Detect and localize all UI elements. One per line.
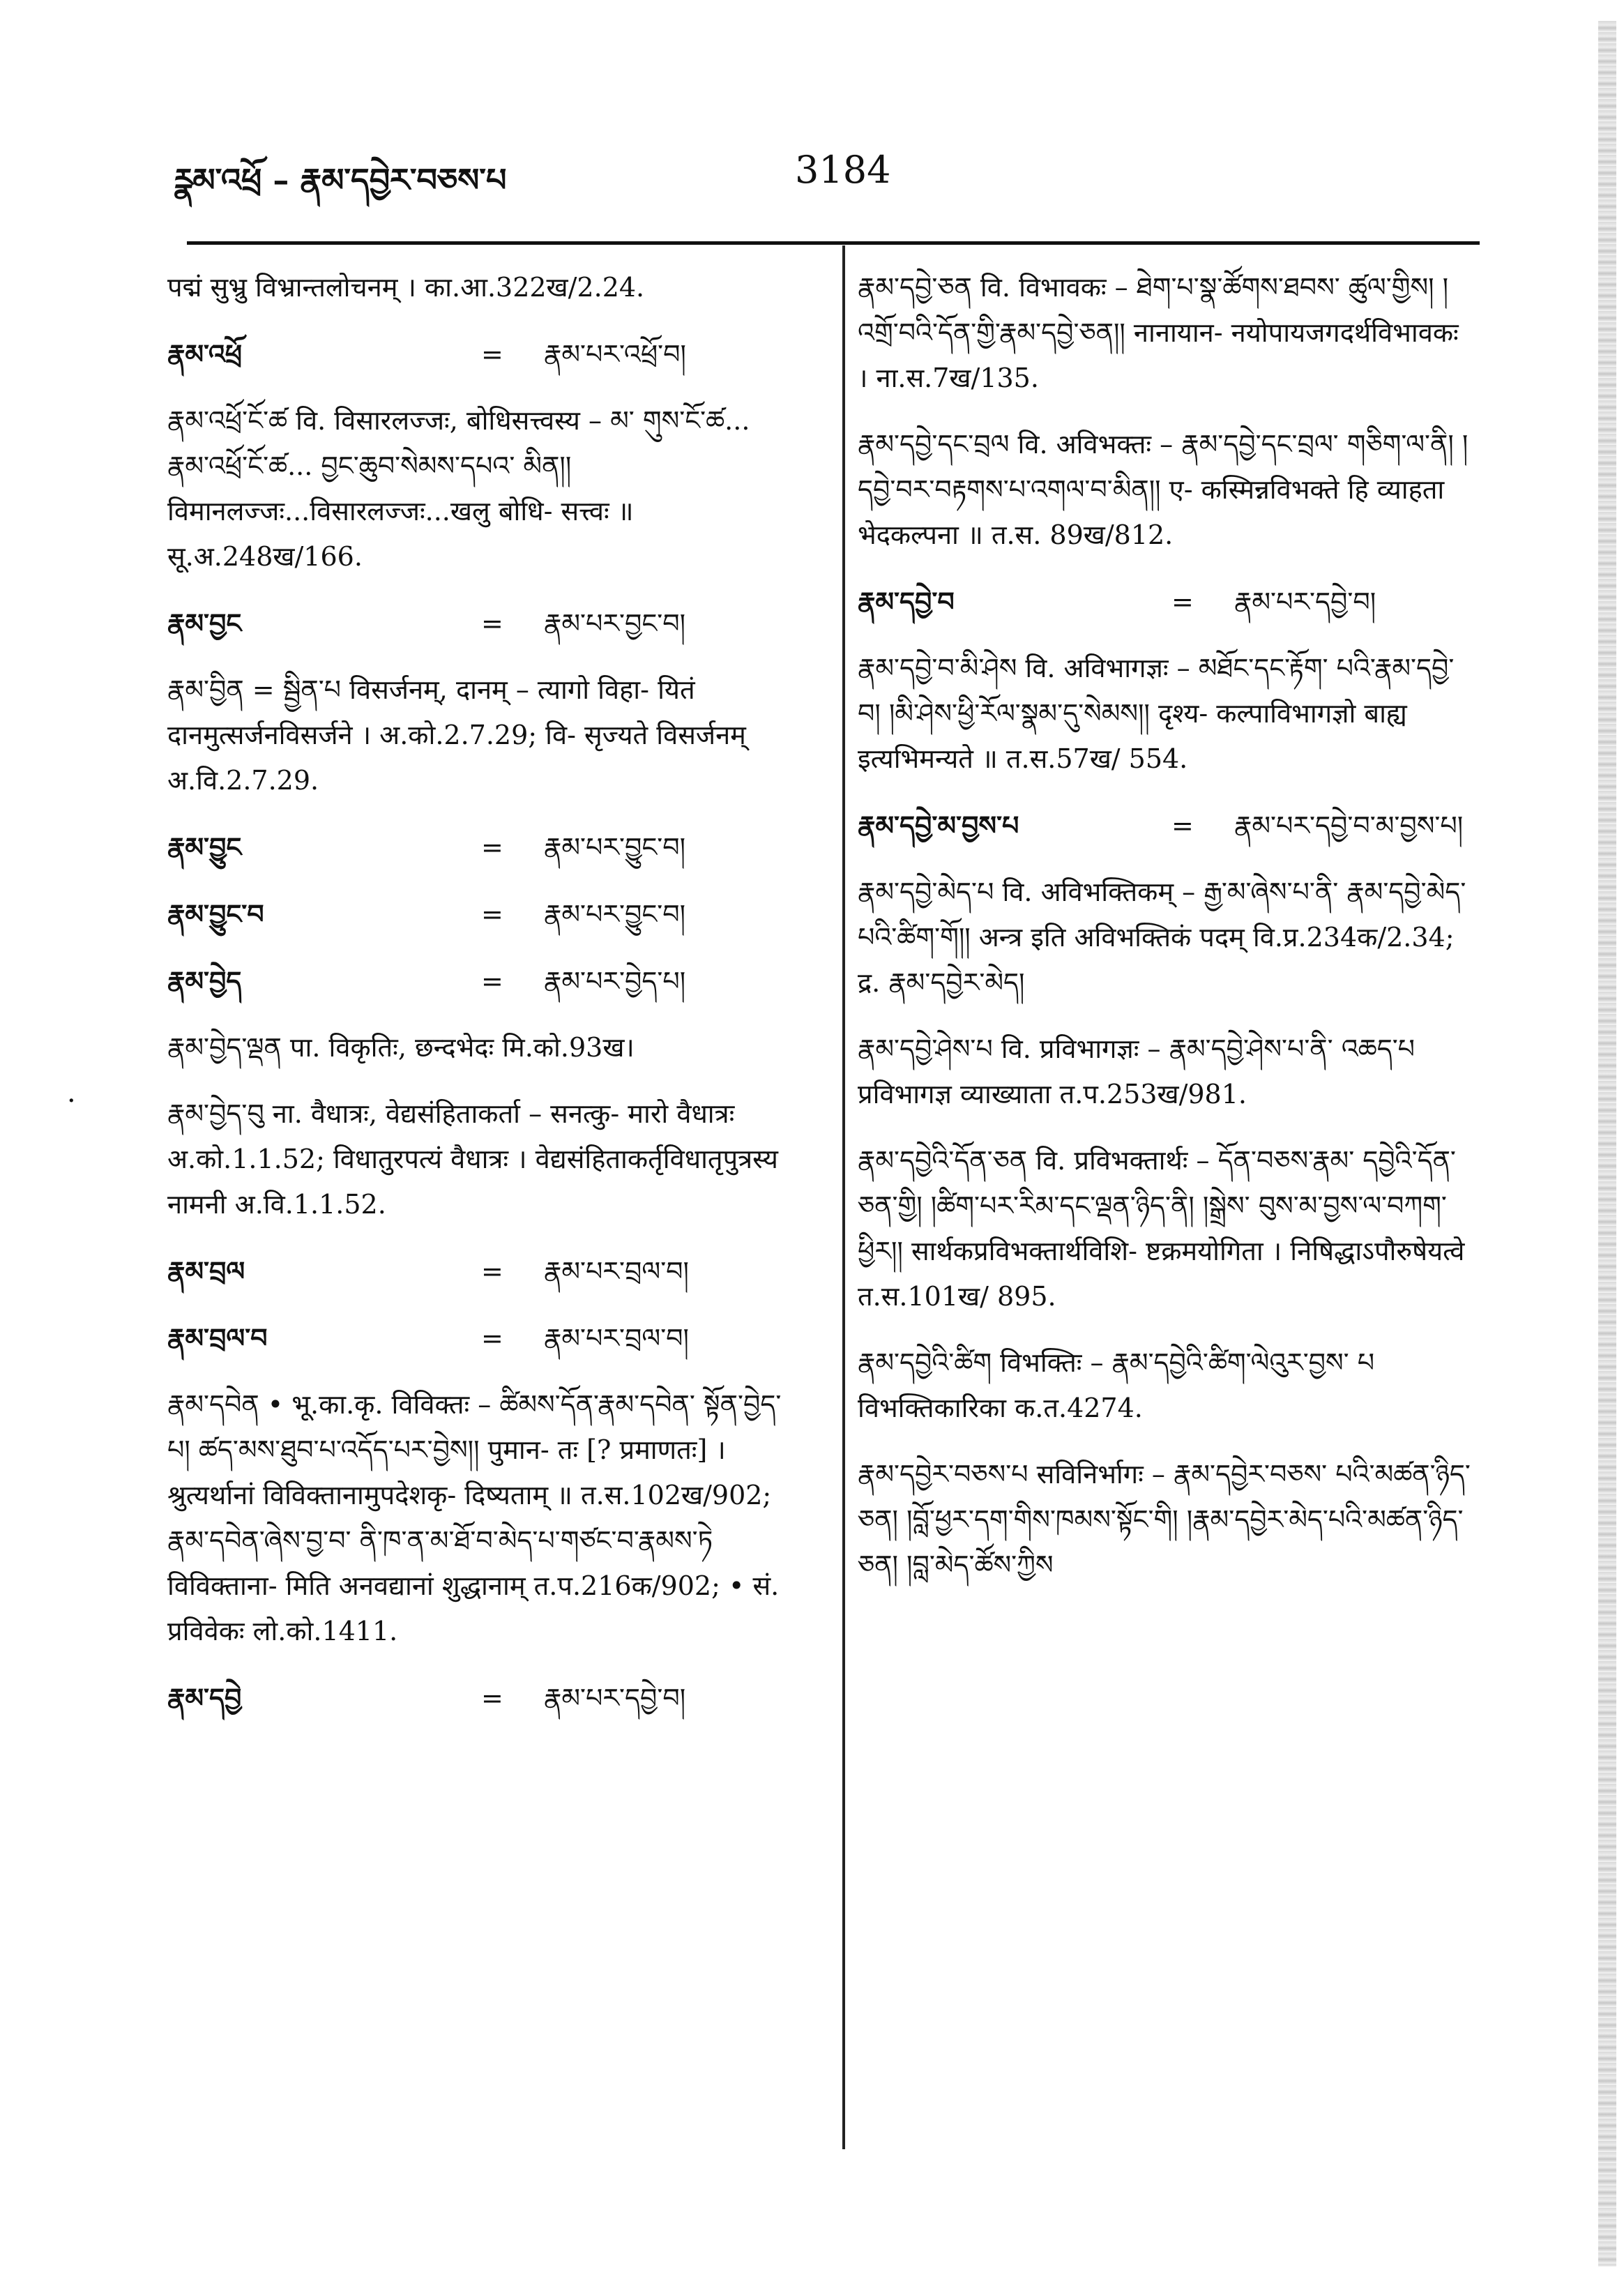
equals-sign: =: [1171, 810, 1194, 841]
headword: རྣམ་དབྱེ: [167, 1682, 242, 1713]
headword: རྣམ་དབྱེ་མ་བྱས་པ: [858, 810, 1019, 841]
right-entry-0: རྣམ་དབྱེ་ཅན वि. विभावकः – ཐེག་པ་སྣ་ཚོགས་ཐབས་ ཚུལ་གྱིས། །འགྲོ་བའི་དོན་གྱི་རྣམ་དབྱེ་ཅན།། नानायान- नयोपायजगदर्थविभावकः । ना.स.7ख/135.: [858, 272, 1459, 393]
left-entry-1: [167, 331, 795, 377]
right-entry-3: རྣམ་དབྱེ་བ་མི་ཤེས वि. अविभागज्ञः – མཐོང་དང་རྟོག་ པའི་རྣམ་དབྱེ་བ། །མི་ཤེས་ཕྱི་རོལ་སྣམ་དུ་སེམས།། दृश्य- कल्पाविभागज्ञो बाह्य इत्यभिमन्यते ॥ त.स.57ख/ 554.: [858, 653, 1455, 774]
equals-sign: =: [481, 1256, 503, 1287]
equals-sign: =: [481, 1683, 503, 1713]
headword: རྣམ་བྲལ་བ: [167, 1322, 268, 1354]
right-entry-6: རྣམ་དབྱེ་ཤེས་པ वि. प्रविभागज्ञः – རྣམ་དབྱེ་ཤེས་པ་ནི་ འཆད་པ प्रविभागज्ञ व्याख्याता त.प.253ख/981.: [858, 1033, 1416, 1109]
equals-sign: =: [481, 899, 503, 930]
left-entry-6: [167, 891, 795, 937]
equals-sign: =: [481, 966, 503, 997]
left-entry-12: རྣམ་དབེན • भू.का.कृ. विविक्तः – ཚིམས་དོན་རྣམ་དབེན་ སྟོན་བྱེད་པ། ཚད་མས་ཐུབ་པ་འདོད་པར་བྱེས།། पुमान- तः [? प्रमाणतः] । श्रुत्यर्थानां विविक्तानामुपदेशकृ- दिष्यताम् ॥ त.स.102ख/902; རྣམ་དབེན་ཞེས་བྱ་བ་ ནི་ཁ་ན་མ་ཐོ་བ་མེད་པ་གཙང་བ་རྣམས་ཏེ विविक्ताना- मिति अनवद्यानां शुद्धानाम् त.प.216क/902; • सं. प्रविवेकः लो.को.1411.: [167, 1389, 782, 1646]
cross-reference: རྣམ་པར་བྱུང་བ།: [544, 832, 686, 863]
cross-reference: རྣམ་པར་བྱུང་བ།: [544, 899, 686, 930]
left-entry-4: རྣམ་བྱིན = སྦྱིན་པ विसर्जनम्, दानम् – त्यागो विहा- यितं दानमुत्सर्जनविसर्जने । अ.को.2.7.29; वि- सृज्यते विसर्जनम् अ.वि.2.7.29.: [167, 674, 746, 796]
equals-sign: =: [481, 608, 503, 639]
left-entry-9: རྣམ་བྱེད་བུ ना. वैधात्रः, वेद्यसंहिताकर्ता – सनत्कु- मारो वैधात्रः अ.को.1.1.52; विधातुरपत्यं वैधात्रः । वेद्यसंहिताकर्तृविधातृपुत्रस्य नामनी अ.वि.1.1.52.: [167, 1098, 778, 1220]
margin-mark: ·: [67, 1085, 76, 1117]
running-head: ཪྣམ་འཕྲོ – རྣམ་དབྱེར་བཅས་པ: [174, 161, 507, 199]
headword: རྣམ་དབྱེ་བ: [858, 586, 955, 617]
cross-reference: རྣམ་པར་བྲལ་བ།: [544, 1256, 689, 1287]
cross-reference: རྣམ་པར་བྱང་བ།: [544, 608, 686, 639]
right-entry-7: རྣམ་དབྱེའི་དོན་ཅན वि. प्रविभक्तार्थः – དོན་བཅས་རྣམ་ དབྱེའི་དོན་ཅན་གྱི། །ཚིག་པར་རིམ་དང་ལྡན་ཉིད་ནི། །སྒྲེས་ བུས་མ་བྱས་ལ་བཀག་ཕྱིར།། सार्थकप्रविभक्तार्थविशि- ष्टक्रमयोगिता । निषिद्धाऽपौरुषेयत्वे त.स.101ख/ 895.: [858, 1145, 1465, 1312]
right-column: [858, 265, 1471, 1609]
right-entry-8: རྣམ་དབྱེའི་ཚིག विभक्तिः – རྣམ་དབྱེའི་ཚིག་ལེའུར་བྱས་ པ विभक्तिकारिका क.त.4274.: [858, 1347, 1375, 1423]
left-entry-5: [167, 824, 795, 870]
equals-sign: =: [481, 339, 503, 370]
left-entry-2: རྣམ་འཕྲོ་ངོ་ཚ वि. विसारलज्जः, बोधिसत्त्वस्य – མ་ གུས་ངོ་ཚ... རྣམ་འཕྲོ་ངོ་ཚ... བྱང་ཆུབ་སེམས་དཔའ་ མིན།། विमानलज्जः...विसारलज्जः...खलु बोधि- सत्त्वः ॥ सू.अ.248ख/166.: [167, 405, 750, 572]
scan-edge-artifact: [1598, 21, 1616, 2266]
cross-reference: རྣམ་པར་བྱེད་པ།: [544, 966, 686, 997]
cross-reference: རྣམ་པར་དབྱེ་བ།: [1234, 586, 1376, 617]
headword: རྣམ་བྱེད: [167, 965, 242, 997]
right-entry-9: རྣམ་དབྱེར་བཅས་པ सविनिर्भागः – རྣམ་དབྱེར་བཅས་ པའི་མཚན་ཉིད་ཅན། །བློ་ཕྱར་དག་གིས་ཁམས་སྟོང་གི། །རྣམ་དབྱེར་མེད་པའི་མཚན་ཉིད་ཅན། །བླ་མེད་ཚོས་ཀྱིས: [858, 1459, 1471, 1580]
headword: རྣམ་བྲལ: [167, 1255, 245, 1287]
headword: རྣམ་བྱང: [167, 607, 242, 639]
left-entry-3: [167, 600, 795, 646]
right-entry-5: རྣམ་དབྱེ་མེད་པ वि. अविभक्तिकम् – རྒྱ་མ་ཞེས་པ་ནི་ རྣམ་དབྱེ་མེད་པའི་ཚིག་གོ།། अन्त्र इति अविभक्तिकं पदम् वि.प्र.234क/2.34; द्र. རྣམ་དབྱེར་མེད།: [858, 877, 1466, 998]
equals-sign: =: [481, 832, 503, 863]
header-rule: [187, 241, 1480, 245]
right-entry-1: རྣམ་དབྱེ་དང་བྲལ वि. अविभक्तः – རྣམ་དབྱེ་དང་བྲལ་ གཅིག་ལ་ནི། །དབྱེ་བར་བརྟགས་པ་འགལ་བ་མིན།། ए- कस्मिन्नविभक्ते हि व्याहता भेदकल्पना ॥ त.स. 89ख/812.: [858, 429, 1469, 550]
equals-sign: =: [481, 1323, 503, 1354]
left-entry-11: [167, 1315, 795, 1361]
cross-reference: རྣམ་པར་འཕྲོ་བ།: [544, 339, 686, 370]
column-divider: [842, 245, 845, 2149]
cross-reference: རྣམ་པར་དབྱེ་བ་མ་བྱས་པ།: [1234, 810, 1464, 841]
cross-reference: རྣམ་པར་བྲལ་བ།: [544, 1323, 689, 1354]
headword: རྣམ་བྱུང་བ: [167, 898, 264, 930]
left-entry-7: [167, 958, 795, 1004]
left-entry-10: [167, 1248, 795, 1294]
right-entry-2: [858, 579, 1471, 625]
left-entry-8: རྣམ་བྱེད་ལྡན पा. विकृतिः, छन्दभेदः मि.को.93ख।: [167, 1032, 635, 1063]
cross-reference: རྣམ་པར་དབྱེ་བ།: [544, 1683, 686, 1713]
left-entry-0: पद्मं सुभ्रु विभ्रान्तलोचनम् । का.आ.322ख/2.24.: [167, 272, 645, 303]
left-column: [167, 265, 795, 1742]
page-number: 3184: [795, 148, 891, 192]
headword: རྣམ་འཕྲོ: [167, 338, 243, 370]
headword: རྣམ་བྱུང: [167, 831, 242, 863]
equals-sign: =: [1171, 586, 1194, 617]
right-entry-4: [858, 803, 1471, 849]
left-entry-13: [167, 1675, 795, 1721]
